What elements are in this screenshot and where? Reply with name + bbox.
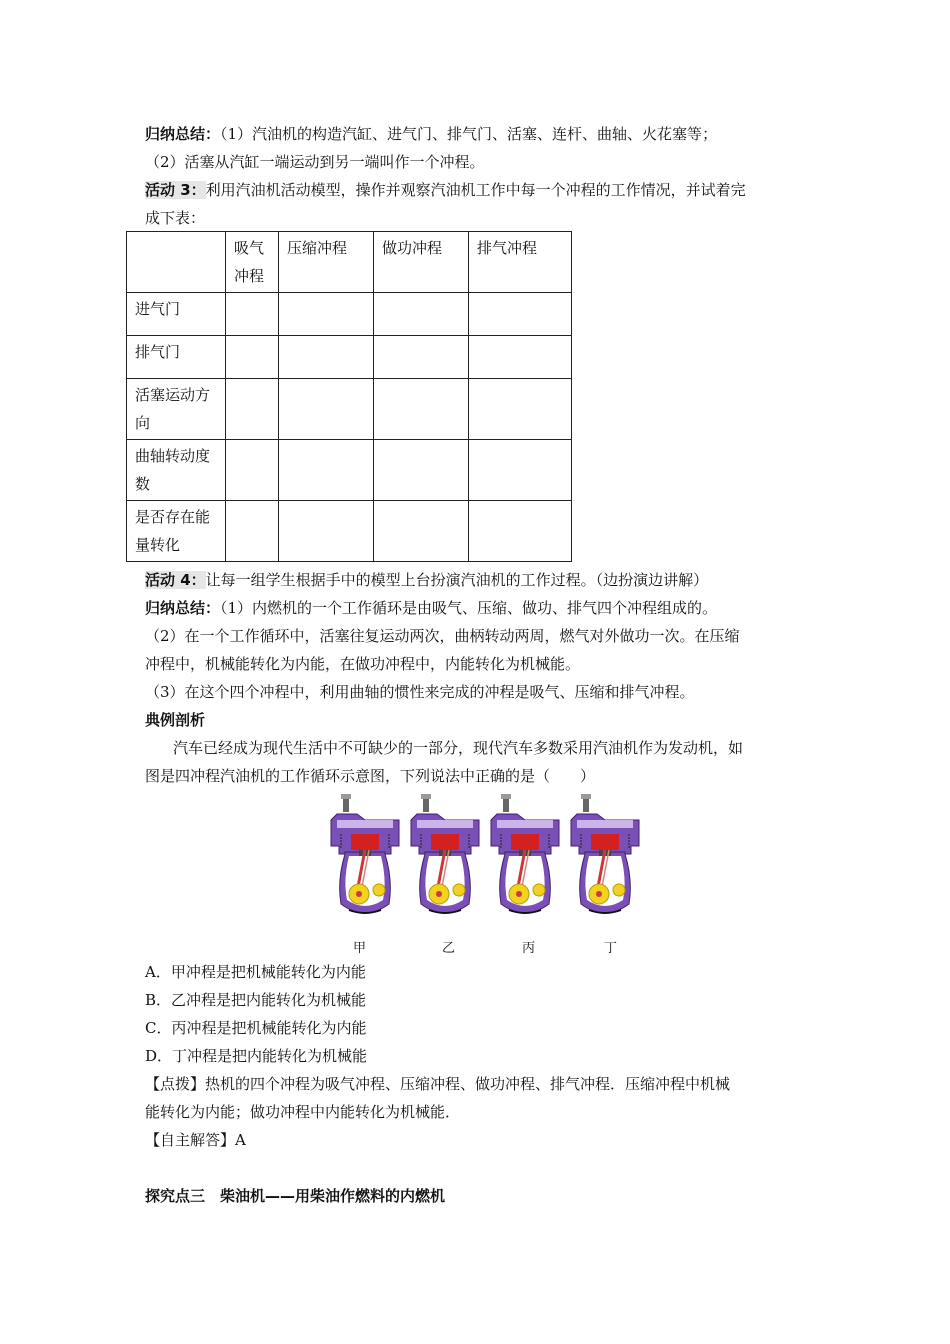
engine-cycle-figure — [325, 790, 645, 930]
example-question-line1: 汽车已经成为现代生活中不可缺少的一部分，现代汽车多数采用汽油机作为发动机，如 — [173, 739, 744, 757]
summary2-line4: （3）在这个四个冲程中，利用曲轴的惯性来完成的冲程是吸气、压缩和排气冲程。 — [145, 683, 695, 701]
summary1-line1: 归纳总结：（1）汽油机的构造汽缸、进气门、排气门、活塞、连杆、曲轴、火花塞等； — [145, 125, 718, 143]
activity-label: 活动 4： — [145, 571, 206, 589]
figure-label-jia: 甲 — [353, 941, 367, 956]
engine-bing — [491, 794, 559, 913]
summary1-line2: （2）活塞从汽缸一端运动到另一端叫作一个冲程。 — [145, 153, 485, 171]
table-cell[interactable] — [469, 293, 572, 336]
option-b: B．乙冲程是把内能转化为机械能 — [145, 991, 367, 1009]
table-cell[interactable] — [374, 440, 469, 501]
table-row — [127, 336, 572, 379]
activity3-line2: 成下表： — [145, 209, 206, 227]
table-row — [127, 293, 572, 336]
activity3-line1: 活动 3：利用汽油机活动模型，操作并观察汽油机工作中每一个冲程的工作情况，并试着完 — [145, 181, 746, 199]
table-cell[interactable] — [374, 501, 469, 562]
engine-ding — [571, 794, 639, 913]
table-cell[interactable] — [374, 293, 469, 336]
table-header-row — [127, 232, 572, 293]
answer: 【自主解答】A — [145, 1131, 246, 1149]
table-header-cell: 排气冲程 — [469, 232, 572, 293]
table-cell[interactable] — [469, 336, 572, 379]
table-header-cell — [127, 232, 226, 293]
table-header-cell: 压缩冲程 — [279, 232, 374, 293]
example-heading: 典例剖析 — [145, 711, 206, 729]
section3-heading: 探究点三 柴油机——用柴油作燃料的内燃机 — [145, 1187, 446, 1205]
summary-label: 归纳总结： — [145, 125, 221, 143]
table-cell[interactable] — [279, 440, 374, 501]
option-a: A．甲冲程是把机械能转化为内能 — [145, 963, 366, 981]
row-label: 是否存在能量转化 — [127, 501, 226, 562]
example-question-line2: 图是四冲程汽油机的工作循环示意图，下列说法中正确的是（ ） — [145, 767, 596, 785]
hint-line2: 能转化为内能；做功冲程中内能转化为机械能． — [145, 1103, 461, 1121]
table-header-cell: 吸气冲程 — [226, 232, 279, 293]
table-header-cell: 做功冲程 — [374, 232, 469, 293]
summary-label: 归纳总结： — [145, 599, 221, 617]
figure-label-ding: 丁 — [604, 941, 618, 956]
row-label: 进气门 — [127, 293, 226, 336]
summary2-line1: 归纳总结：（1）内燃机的一个工作循环是由吸气、压缩、做功、排气四个冲程组成的。 — [145, 599, 718, 617]
table-cell[interactable] — [226, 379, 279, 440]
table-cell[interactable] — [469, 501, 572, 562]
figure-label-yi: 乙 — [442, 941, 456, 956]
table-row — [127, 379, 572, 440]
table-cell[interactable] — [374, 379, 469, 440]
table-cell[interactable] — [279, 336, 374, 379]
stroke-table — [126, 231, 572, 562]
row-label: 排气门 — [127, 336, 226, 379]
table-cell[interactable] — [469, 379, 572, 440]
table-cell[interactable] — [226, 501, 279, 562]
table-cell[interactable] — [226, 336, 279, 379]
table-cell[interactable] — [279, 501, 374, 562]
table-cell[interactable] — [226, 440, 279, 501]
option-c: C．丙冲程是把机械能转化为内能 — [145, 1019, 367, 1037]
table-cell[interactable] — [279, 379, 374, 440]
activity-label: 活动 3： — [145, 181, 206, 199]
summary2-line2: （2）在一个工作循环中，活塞往复运动两次，曲柄转动两周，燃气对外做功一次。在压缩 — [145, 627, 740, 645]
table-cell[interactable] — [469, 440, 572, 501]
row-label: 曲轴转动度数 — [127, 440, 226, 501]
hint-line1: 【点拨】热机的四个冲程为吸气冲程、压缩冲程、做功冲程、排气冲程．压缩冲程中机械 — [145, 1075, 731, 1093]
summary2-line3: 冲程中，机械能转化为内能，在做功冲程中，内能转化为机械能。 — [145, 655, 581, 673]
table-row — [127, 501, 572, 562]
engine-yi — [411, 794, 479, 913]
table-row — [127, 440, 572, 501]
table-cell[interactable] — [374, 336, 469, 379]
table-cell[interactable] — [279, 293, 374, 336]
activity4-line: 活动 4：让每一组学生根据手中的模型上台扮演汽油机的工作过程。（边扮演边讲解） — [145, 571, 709, 589]
engine-jia — [331, 794, 399, 913]
option-d: D．丁冲程是把内能转化为机械能 — [145, 1047, 368, 1065]
figure-label-bing: 丙 — [522, 941, 536, 956]
table-cell[interactable] — [226, 293, 279, 336]
row-label: 活塞运动方向 — [127, 379, 226, 440]
